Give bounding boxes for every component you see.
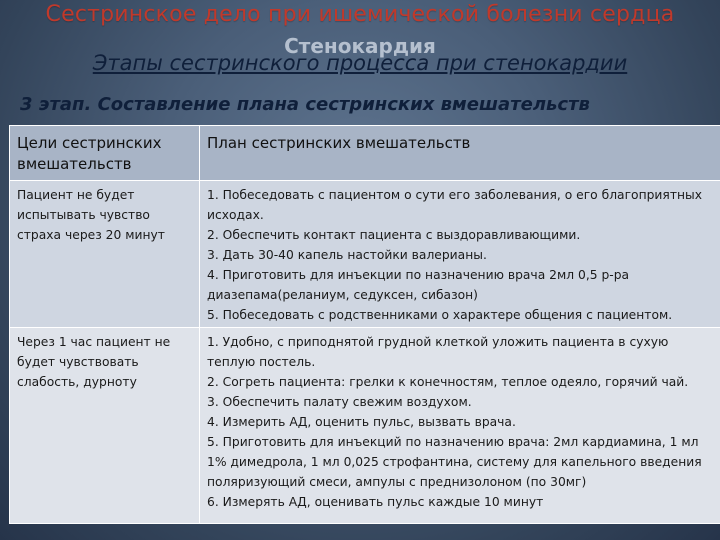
plan-item: 1. Удобно, с приподнятой грудной клеткой уложить пациента в сухую теплую постель. <box>207 335 669 369</box>
plan-item: 4. Измерить АД, оценить пульс, вызвать врача. <box>207 415 516 429</box>
plan-item: 2. Согреть пациента: грелки к конечностям, теплое одеяло, горячий чай. <box>207 375 689 389</box>
slide-subtitle: Стенокардия <box>284 34 436 58</box>
plan-cell <box>200 181 720 328</box>
plan-item: 2. Обеспечить контакт пациента с выздоравливающими. <box>207 228 581 242</box>
stage-heading: Этапы сестринского процесса при стенокардии <box>92 51 628 75</box>
goal-cell: Через 1 час пациент не будет чувствовать слабость, дурноту <box>10 328 200 524</box>
table-row <box>10 328 720 524</box>
table-row <box>10 181 720 328</box>
plan-item: 6. Измерять АД, оценивать пульс каждые 10 минут <box>207 495 544 509</box>
column-header-goals: Цели сестринских вмешательств <box>10 126 200 181</box>
plan-item: 5. Приготовить для инъекций по назначению врача: 2мл кардиамина, 1 мл 1% димедрола, 1 мл 0,025 строфантина, систему для капельного введения поляризующий смеси, ампулы с преднизолоном (по 30мг) <box>207 435 702 489</box>
plan-item: 5. Побеседовать с родственниками о характере общения с пациентом. <box>207 308 673 322</box>
goal-cell: Пациент не будет испытывать чувство страха через 20 минут <box>10 181 200 328</box>
column-header-plan: План сестринских вмешательств <box>200 126 720 181</box>
plan-item: 4. Приготовить для инъекции по назначению врача 2мл 0,5 р-ра диазепама(реланиум, седуксен, сибазон) <box>207 268 630 302</box>
nursing-plan-table <box>9 125 720 524</box>
plan-cell <box>200 328 720 524</box>
step-heading: 3 этап. Составление плана сестринских вмешательств <box>20 94 590 115</box>
plan-item: 3. Обеспечить палату свежим воздухом. <box>207 395 472 409</box>
table-header-row <box>10 126 720 181</box>
slide-title: Сестринское дело при ишемической болезни сердца <box>45 2 675 27</box>
plan-item: 3. Дать 30-40 капель настойки валерианы. <box>207 248 487 262</box>
plan-item: 1. Побеседовать с пациентом о сути его заболевания, о его благоприятных исходах. <box>207 188 703 222</box>
